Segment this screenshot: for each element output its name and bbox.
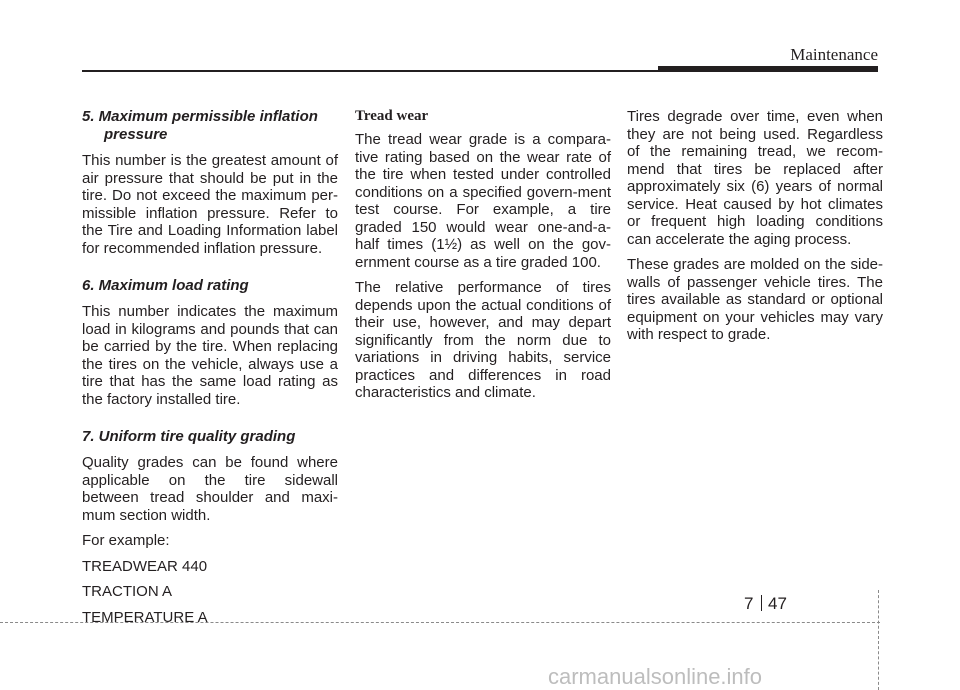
column-left [82,108,338,634]
paragraph-max-load: This number indicates the maximum load in kilograms and pounds that can be carried by the tire. When replacing the tires on the vehicle, always use a tire that has the same load rating as the factory installed tire. [82,303,338,408]
chapter-number: 7 [744,594,754,613]
footer-crop-mark [878,590,879,690]
paragraph-max-inflation: This number is the greatest amount of air pressure that should be put in the tire. Do not exceed the maximum per-missible inflation pressure. Refer to the Tire and Loading Information label for recommended inflation pressure. [82,152,338,257]
example-treadwear: TREADWEAR 440 [82,557,208,575]
paragraph-tire-aging: Tires degrade over time, even when they are not being used. Regardless of the remaining tread, we recom-mend that tires be replaced after approximately six (6) years of normal service. Heat caused by hot climates or frequent high loading conditions can accelerate the aging process. [627,108,883,248]
page-number: 47 [768,594,787,613]
footer-dashed-line [0,622,880,623]
example-traction: TRACTION A [82,583,173,600]
example-label: For example: [82,532,170,549]
page-number-separator [761,595,762,611]
heading-max-inflation: 5. Maximum permissible inflation pressure [82,108,318,143]
section-title: Maintenance [790,45,878,64]
paragraph-relative-performance: The relative performance of tires depends upon the actual conditions of their use, however, and may depart significantly from the norm due to variations in driving habits, service practices and differences in road characteristics and climate. [355,279,611,401]
example-temperature: TEMPERATURE A [82,608,208,626]
paragraph-tread-wear: The tread wear grade is a compara-tive rating based on the wear rate of the tire when tested under controlled conditions on a specified govern-ment test course. For example, a tire graded 150 would wear one-and-a-half times (1½) as well on the gov-ernment course as a tire graded 100. [355,131,611,271]
heading-quality-grading: 7. Uniform tire quality grading [82,428,296,445]
heading-max-load: 6. Maximum load rating [82,277,249,294]
paragraph-quality-grading: Quality grades can be found where applicable on the tire sidewall between tread shoulder and maxi-mum section width. [82,454,338,524]
heading-tread-wear: Tread wear [355,108,429,124]
header-rule [82,70,660,72]
paragraph-grades-molded: These grades are molded on the side-walls of passenger vehicle tires. The tires available as standard or optional equipment on your vehicles may vary with respect to grade. [627,256,883,343]
header-rule-thick [658,66,878,72]
watermark: carmanualsonline.info [548,664,763,689]
column-right [627,108,883,352]
column-middle [355,108,611,410]
